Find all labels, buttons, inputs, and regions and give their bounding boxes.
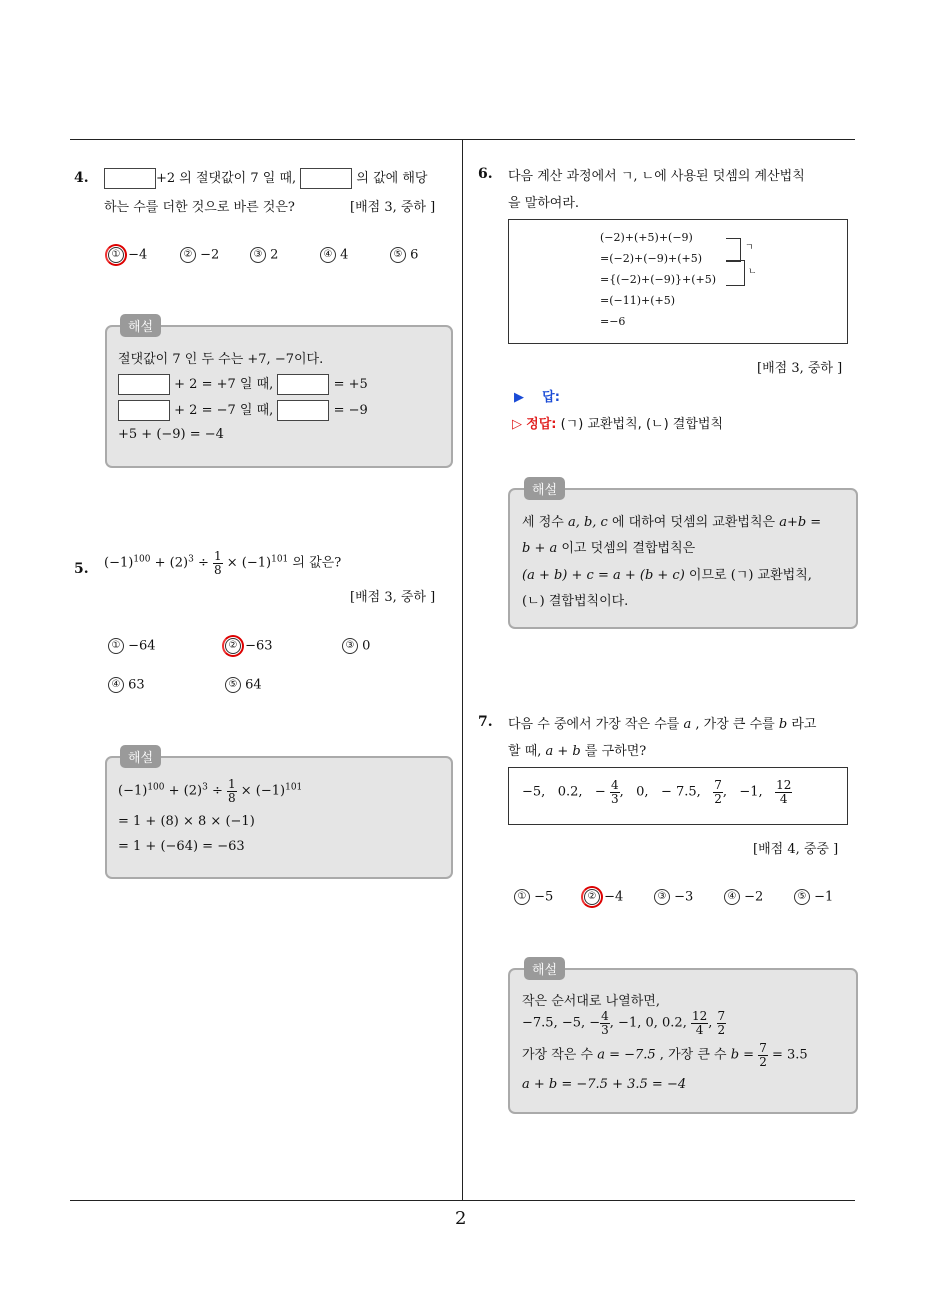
q5-solution-tab: 해설	[120, 745, 161, 768]
q7-solution-tab: 해설	[524, 957, 565, 980]
q4-score: [배점 3, 중하 ]	[350, 200, 436, 215]
numerator: 7	[714, 778, 722, 792]
q6-solution-tab: 해설	[524, 477, 565, 500]
choice-value: −2	[200, 247, 220, 263]
q7-choice-5[interactable]	[794, 889, 833, 905]
numerator: 1	[213, 549, 222, 563]
text: 할 때,	[508, 744, 546, 759]
q4-line1	[104, 167, 427, 189]
q6-line2: 을 말하여라.	[508, 196, 580, 211]
q4-sol-line1: 절댓값이 7 인 두 수는 +7, −7이다.	[118, 352, 324, 367]
q4-sol-line2-b: = +5	[333, 377, 368, 392]
text: 이므로 (ㄱ) 교환법칙,	[684, 568, 812, 583]
exponent: 100	[133, 554, 151, 565]
choice-value: −4	[128, 247, 148, 263]
q6-sol-line1	[522, 511, 821, 530]
exponent: 101	[271, 554, 289, 565]
text: , 가장 큰 수를	[691, 717, 779, 732]
q6-box-line4: =(−11)+(+5)	[600, 294, 676, 307]
q6-sol-line3	[522, 564, 812, 583]
choice-mark: ②	[180, 247, 196, 263]
text: 이고 덧셈의 결합법칙은	[557, 541, 696, 556]
denominator: 4	[779, 791, 788, 806]
expr-part: ÷	[193, 555, 213, 571]
bracket-icon	[726, 260, 745, 286]
q6-score: [배점 3, 중하 ]	[757, 361, 843, 376]
choice-value: −4	[604, 889, 624, 905]
denominator: 2	[717, 1022, 726, 1037]
q4-sol-line3-b: = −9	[333, 403, 368, 418]
fraction	[227, 778, 237, 804]
answer-label: 답:	[542, 390, 560, 405]
q4-solution-tab: 해설	[120, 314, 161, 337]
expr-part: 의 값은?	[288, 555, 342, 571]
fraction	[775, 779, 792, 805]
q6-line1: 다음 계산 과정에서 ㄱ, ㄴ에 사용된 덧셈의 계산법칙	[508, 169, 805, 184]
q4-sol-line3-a: + 2 = −7 일 때,	[174, 403, 274, 418]
fraction	[600, 1010, 610, 1036]
q5-number: 5.	[74, 561, 89, 577]
q7-number: 7.	[478, 714, 493, 730]
choice-value: 2	[270, 247, 279, 263]
text: , −1, 0, 0.2,	[609, 1015, 687, 1031]
choice-mark: ④	[724, 889, 740, 905]
denominator: 8	[227, 790, 236, 805]
num: −	[594, 784, 606, 800]
choice-value: 0	[362, 638, 371, 654]
choice-value: 4	[340, 247, 349, 263]
q6-box-line5: =−6	[600, 315, 626, 328]
q6-sol-line2	[522, 537, 695, 556]
denominator: 4	[695, 1022, 704, 1037]
var: a	[683, 717, 692, 732]
q6-box-line1: (−2)+(+5)+(−9)	[600, 231, 693, 244]
q4-sol-line3	[118, 399, 368, 421]
q6-number: 6.	[478, 166, 493, 182]
answer-mark-icon	[581, 886, 603, 908]
q4-sol-line4: +5 + (−9) = −4	[118, 427, 224, 442]
answer-mark-icon	[222, 635, 244, 657]
q7-choice-3[interactable]	[654, 889, 693, 905]
q5-choice-5[interactable]	[225, 677, 262, 693]
choice-value: −64	[128, 638, 156, 654]
text: 다음 수 중에서 가장 작은 수를	[508, 717, 684, 732]
choice-mark: ⑤	[225, 677, 241, 693]
text: 세 정수	[522, 515, 568, 530]
choice-mark: ③	[250, 247, 266, 263]
expr: a+b =	[779, 515, 822, 530]
expr-part: (−1)	[104, 555, 134, 571]
q7-sol-line3	[522, 1042, 808, 1068]
q7-sol-line2: −7.5, −5, − $\frac{4}{3}$ , −1, 0, 0.2, $\frac{12}{4}$ , $\frac{7}{2}$	[522, 1009, 726, 1037]
numerator: 4	[610, 778, 619, 792]
q4-line1-text-b: 의 값에 해당	[356, 171, 428, 186]
blank-box	[104, 168, 156, 189]
page-number: 2	[455, 1208, 467, 1229]
exponent: 3	[202, 782, 208, 793]
bracket-icon	[726, 238, 741, 262]
q5-score: [배점 3, 중하 ]	[350, 590, 436, 605]
exponent: 100	[147, 782, 165, 793]
fraction	[213, 550, 223, 576]
answer-mark-icon	[105, 244, 127, 266]
q4-number: 4.	[74, 170, 89, 186]
q4-sol-line2	[118, 373, 368, 395]
blank-box	[300, 168, 352, 189]
q6-sol-line4: (ㄴ) 결합법칙이다.	[522, 594, 629, 609]
fraction	[758, 1042, 768, 1068]
fraction	[691, 1010, 708, 1036]
num: 0,	[636, 784, 649, 800]
expr-part: (−1)	[118, 783, 148, 799]
q5-sol-line1	[118, 778, 302, 804]
denominator: 3	[610, 791, 619, 806]
expr: b + a	[522, 541, 558, 556]
choice-mark: ③	[654, 889, 670, 905]
q5-choice-3[interactable]	[342, 638, 370, 654]
q6-box-line2: =(−2)+(−9)+(+5)	[600, 252, 703, 265]
q7-number-list: −5, 0.2, − $\frac{4}{3}$ , 0, − 7.5, $\frac{7}{2}$ , −1, $\frac{12}{4}$	[522, 778, 792, 806]
blank-box	[277, 400, 329, 421]
text: , 가장 큰 수	[655, 1047, 731, 1063]
q4-solution-box	[105, 325, 453, 468]
expr-part: × (−1)	[236, 783, 286, 799]
q6-answer-row	[514, 386, 560, 405]
num: −1,	[739, 784, 763, 800]
q5-choice-1[interactable]	[108, 638, 156, 654]
q6-correct-row	[512, 413, 723, 432]
q7-sol-line1: 작은 순서대로 나열하면,	[522, 994, 660, 1009]
fraction	[713, 779, 723, 805]
q7-choice-1[interactable]	[514, 889, 553, 905]
numerator: 4	[601, 1009, 609, 1023]
bottom-rule	[70, 1200, 855, 1201]
blank-box	[118, 374, 170, 395]
q6-side-label-1: ㄱ	[745, 243, 754, 253]
column-divider	[462, 139, 463, 1201]
exponent: 101	[285, 782, 303, 793]
vars: a, b, c	[567, 515, 608, 530]
numerator: 7	[717, 1009, 726, 1023]
correct-text: (ㄱ) 교환법칙, (ㄴ) 결합법칙	[560, 417, 724, 432]
q7-line2	[508, 740, 646, 759]
var: b	[778, 717, 788, 732]
text: = 3.5	[767, 1047, 808, 1063]
q4-choice-4[interactable]	[320, 247, 348, 263]
choice-mark: ①	[514, 889, 530, 905]
q5-expression	[104, 550, 341, 576]
choice-mark: ⑤	[794, 889, 810, 905]
choice-mark: ②	[225, 638, 241, 654]
text: 가장 작은 수	[522, 1047, 598, 1063]
num: 0.2,	[557, 784, 583, 800]
q5-sol-line3: = 1 + (−64) = −63	[118, 839, 245, 854]
q7-score: [배점 4, 중중 ]	[753, 842, 839, 857]
blank-box	[118, 400, 170, 421]
q5-choice-4[interactable]	[108, 677, 145, 693]
expr-part: + (2)	[164, 783, 203, 799]
choice-mark: ④	[108, 677, 124, 693]
denominator: 2	[759, 1054, 767, 1069]
correct-label: 정답:	[526, 417, 557, 432]
choice-value: −3	[674, 889, 694, 905]
blank-box	[277, 374, 329, 395]
numerator: 7	[759, 1041, 767, 1055]
q4-line2: 하는 수를 더한 것으로 바른 것은?	[104, 200, 295, 215]
q7-line1	[508, 713, 816, 732]
play-icon: ▶	[514, 390, 524, 405]
numerator: 1	[227, 777, 236, 791]
expr: a = −7.5	[597, 1047, 656, 1063]
choice-value: −63	[245, 638, 273, 654]
fraction	[717, 1010, 727, 1036]
choice-mark: ①	[108, 638, 124, 654]
text: 를 구하면?	[580, 744, 647, 759]
choice-mark: ⑤	[390, 247, 406, 263]
expr: (a + b) + c = a + (b + c)	[522, 568, 685, 583]
q4-choice-3[interactable]	[250, 247, 278, 263]
text: −7.5, −5, −	[522, 1015, 601, 1031]
expr-part: + (2)	[150, 555, 189, 571]
expr-part: × (−1)	[222, 555, 272, 571]
fraction	[610, 779, 620, 805]
choice-mark: ③	[342, 638, 358, 654]
q4-choice-2[interactable]	[180, 247, 219, 263]
numerator: 12	[776, 778, 792, 792]
expr: a + b = −7.5 + 3.5 = −4	[522, 1077, 687, 1092]
expr-part: ÷	[207, 783, 227, 799]
choice-mark: ①	[108, 247, 124, 263]
numerator: 12	[691, 1009, 708, 1023]
num: − 7.5,	[660, 784, 701, 800]
outline-play-icon: ▷	[512, 417, 522, 432]
choice-mark: ④	[320, 247, 336, 263]
text: 라고	[787, 717, 817, 732]
choice-value: −1	[814, 889, 834, 905]
q4-sol-line2-a: + 2 = +7 일 때,	[174, 377, 274, 392]
expr: a + b	[545, 744, 581, 759]
text: 에 대하여 덧셈의 교환법칙은	[607, 515, 780, 530]
q5-sol-line2: = 1 + (8) × 8 × (−1)	[118, 814, 255, 829]
choice-value: 64	[245, 677, 262, 693]
q6-box-line3: ={(−2)+(−9)}+(+5)	[600, 273, 717, 286]
num: −5,	[522, 784, 546, 800]
choice-value: 6	[410, 247, 419, 263]
q7-sol-line4	[522, 1077, 686, 1092]
q6-side-label-2: ㄴ	[748, 267, 757, 277]
denominator: 3	[601, 1022, 609, 1037]
choice-value: −2	[744, 889, 764, 905]
choice-mark: ②	[584, 889, 600, 905]
choice-value: 63	[128, 677, 145, 693]
choice-value: −5	[534, 889, 554, 905]
q4-line1-text-a: +2 의 절댓값이 7 일 때,	[156, 171, 297, 186]
denominator: 8	[213, 562, 222, 577]
denominator: 2	[714, 791, 722, 806]
exponent: 3	[188, 554, 194, 565]
expr: b =	[730, 1047, 759, 1063]
q7-choice-4[interactable]	[724, 889, 763, 905]
q4-choice-5[interactable]	[390, 247, 418, 263]
